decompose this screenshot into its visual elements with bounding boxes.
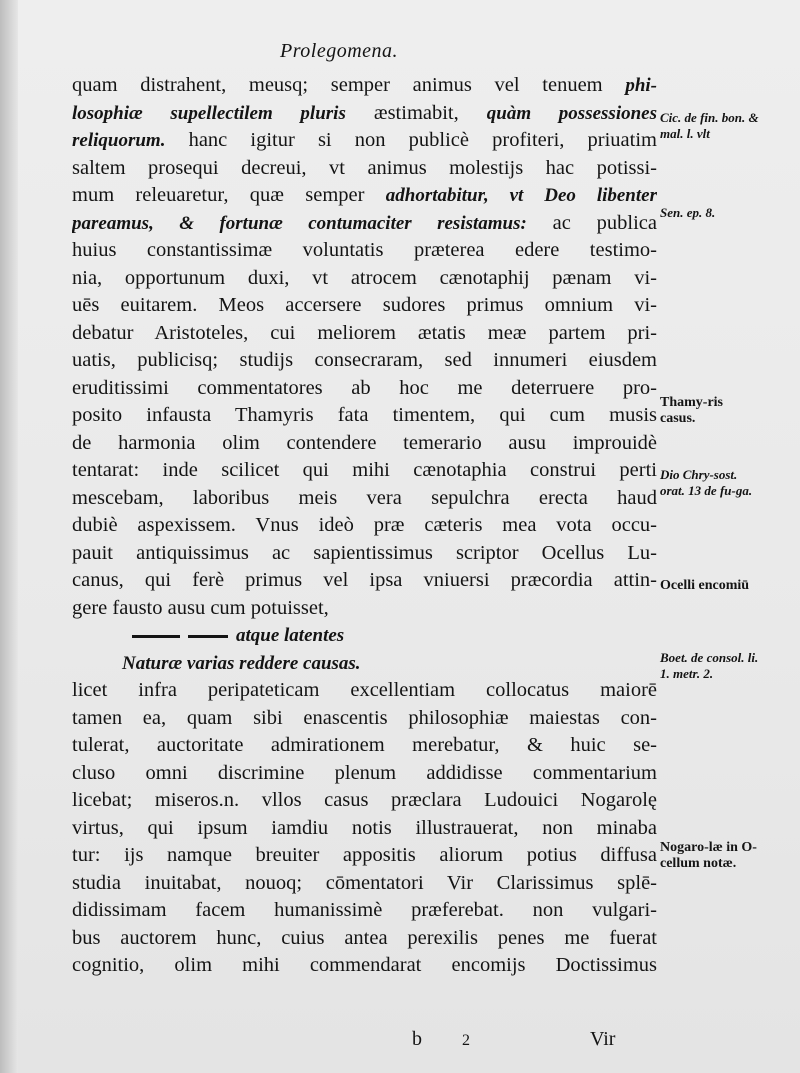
text-line: cluso omni discrimine plenum addidisse commentarium — [72, 761, 657, 784]
catchword: Vir — [590, 1028, 616, 1050]
margin-note-seneca: Sen. ep. 8. — [660, 205, 716, 220]
text-line: uatis, publicisq; studijs consecraram, sed innumeri eiusdem — [72, 349, 657, 371]
signature-number: 2 — [462, 1032, 470, 1049]
text-line: debatur Aristoteles, cui meliorem ætatis meæ partem pri- — [72, 321, 657, 344]
verse-line: Naturæ varias reddere causas. — [122, 652, 361, 674]
margin-note-dio: Dio Chry-sost. orat. 13 de fu-ga. — [660, 467, 753, 498]
text-line: saltem prosequi decreui, vt animus molestijs hac potissi- — [72, 156, 657, 179]
text-line: quam distrahent, meusq; semper animus vel tenuem phi- — [72, 74, 657, 96]
text-line: tamen ea, quam sibi enascentis philosophiæ maiestas con- — [72, 706, 657, 729]
verse-dash — [188, 635, 228, 638]
text-line: tulerat, auctoritate admirationem merebatur, & huic se- — [72, 734, 657, 756]
text-line: cognitio, olim mihi commendarat encomijs Doctissimus — [72, 954, 657, 976]
text-line: studia inuitabat, nouoq; cōmentatori Vir Clarissimus splē- — [72, 871, 657, 894]
margin-note-nogarola: Nogaro-læ in O-cellum notæ. — [660, 840, 757, 871]
text-line: bus auctorem hunc, cuius antea perexilis penes me fuerat — [72, 926, 657, 949]
text-line: mescebam, laboribus meis vera sepulchra erecta haud — [72, 486, 657, 509]
text-line: eruditissimi commentatores ab hoc me deterruere pro- — [72, 376, 657, 399]
text-line: nia, opportunum duxi, vt atrocem cænotaphij pænam vi- — [72, 266, 657, 289]
text-line: mum releuaretur, quæ semper adhortabitur, vt Deo libenter — [72, 184, 657, 206]
running-title: Prolegomena. — [280, 40, 399, 62]
margin-note-thamyris: Thamy-ris casus. — [660, 395, 723, 426]
text-line: didissimam facem humanissimè præferebat. non vulgari- — [72, 899, 657, 921]
signature-mark: b — [412, 1028, 422, 1050]
text-line: virtus, qui ipsum iamdiu notis illustrauerat, non minaba — [72, 816, 657, 839]
text-line: tentarat: inde scilicet qui mihi cænotaphia construi perti — [72, 459, 657, 481]
verse-dash — [132, 635, 180, 638]
page-gutter-shadow — [0, 0, 18, 1073]
text-line: canus, qui ferè primus vel ipsa vniuersi præcordia attin- — [72, 569, 657, 591]
margin-note-boethius: Boet. de consol. li. 1. metr. 2. — [660, 650, 759, 681]
verse-line: atque latentes — [72, 622, 657, 650]
text-line: dubiè aspexissem. Vnus ideò præ cæteris mea vota occu- — [72, 514, 657, 536]
text-line: reliquorum. hanc igitur si non publicè profiteri, priuatim — [72, 129, 657, 151]
text-line: posito infausta Thamyris fata timentem, qui cum musis — [72, 404, 657, 426]
margin-note-cicero: Cic. de fin. bon. & mal. l. vlt — [660, 110, 759, 141]
text-line: gere fausto ausu cum potuisset, — [72, 596, 329, 619]
main-text-block — [72, 72, 657, 980]
margin-note-ocelli: Ocelli encomiū — [660, 578, 750, 593]
text-line: losophiæ supellectilem pluris æstimabit, quàm possessiones — [72, 101, 657, 124]
text-line: huius constantissimæ voluntatis præterea edere testimo- — [72, 239, 657, 261]
text-line: de harmonia olim contendere temerario ausu improuidè — [72, 431, 657, 454]
text-line: licet infra peripateticam excellentiam collocatus maiorē — [72, 679, 657, 701]
show-through-bleed — [650, 615, 740, 725]
text-line: pauit antiquissimus ac sapientissimus scriptor Ocellus Lu- — [72, 541, 657, 564]
text-line: uēs euitarem. Meos accersere sudores primus omnium vi- — [72, 294, 657, 316]
text-line: tur: ijs namque breuiter appositis aliorum potius diffusa — [72, 844, 657, 866]
text-line: licebat; miseros.n. vllos casus præclara Ludouici Nogarolę — [72, 789, 657, 811]
text-line: pareamus, & fortunæ contumaciter resistamus: ac publica — [72, 211, 657, 234]
